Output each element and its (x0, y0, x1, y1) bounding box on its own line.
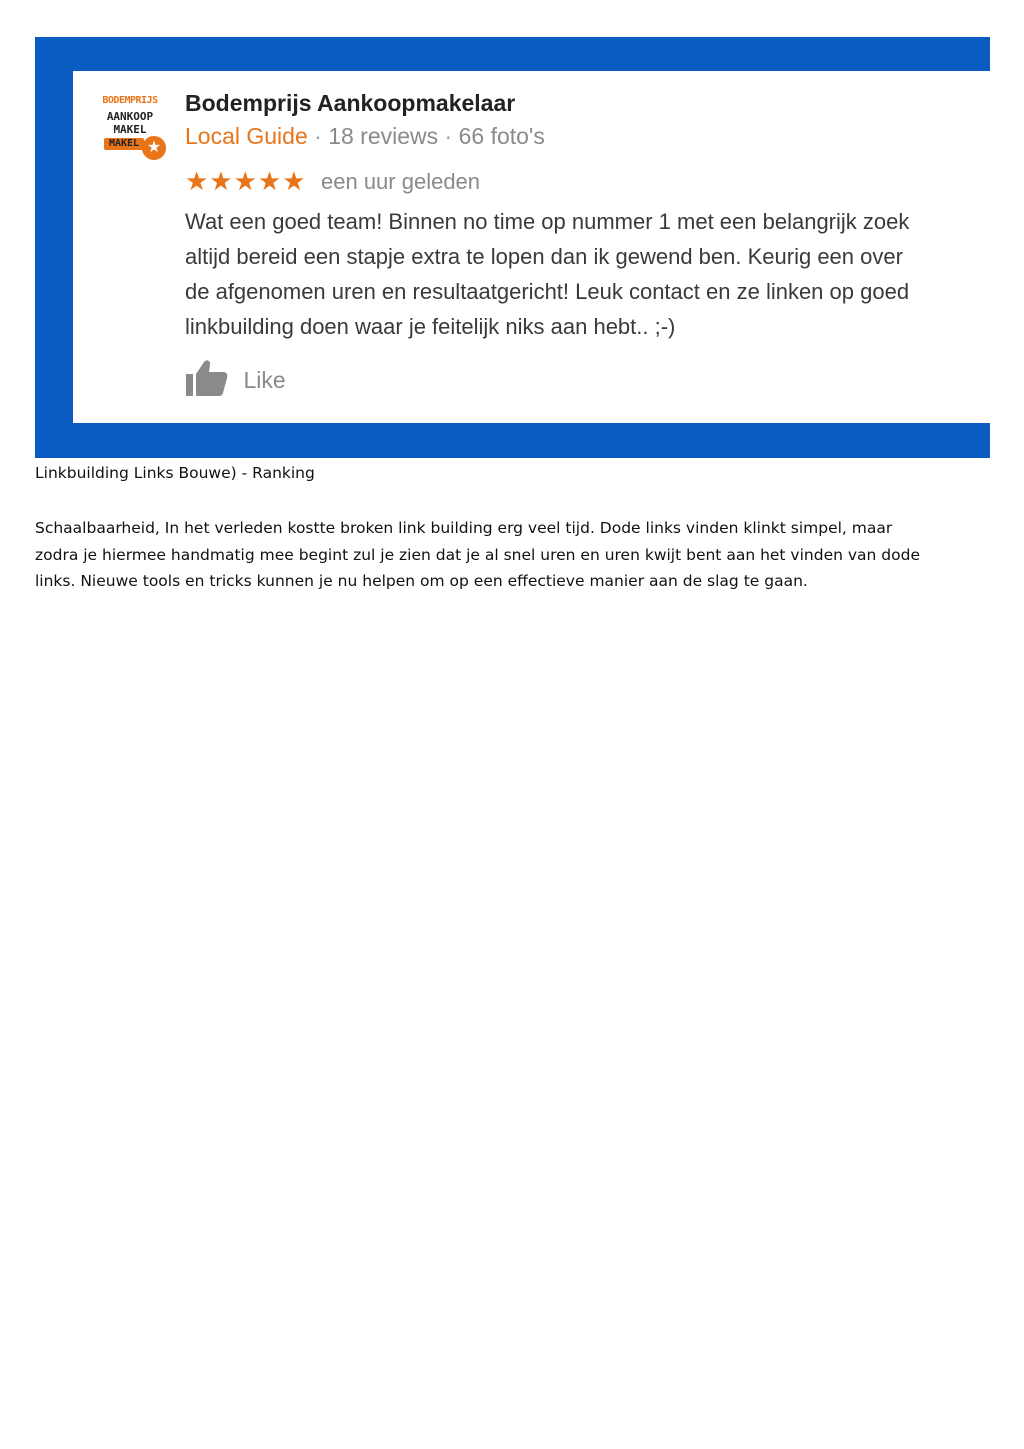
paragraph-line: zodra je hiermee handmatig mee begint zul je zien dat je al snel uren en uren kwijt bent aan het vinden van dode (35, 545, 920, 564)
meta-separator: · (314, 123, 322, 149)
avatar-text-line: AANKOOP (106, 111, 154, 122)
local-guide-label: Local Guide (185, 123, 308, 149)
reviewer-meta (185, 123, 545, 150)
thumbs-up-icon (185, 358, 229, 403)
avatar-text-line: BODEMPRIJS (102, 96, 158, 106)
star-rating: ★★★★★ (185, 167, 307, 197)
photos-count: 66 foto's (458, 123, 545, 149)
review-text-line: Wat een goed team! Binnen no time op nummer 1 met een belangrijk zoek (185, 209, 910, 234)
review-text-line: de afgenomen uren en resultaatgericht! Leuk contact en ze linken op goed (185, 279, 910, 304)
paragraph-line: links. Nieuwe tools en tricks kunnen je nu helpen om op een effectieve manier aan de slag te gaan. (35, 572, 808, 590)
paragraph-line: Schaalbaarheid, In het verleden kostte broken link building erg veel tijd. Dode links vinden klinkt simpel, maar (35, 519, 893, 537)
review-timestamp: een uur geleden (321, 169, 481, 194)
avatar-text-line: MAKEL (104, 138, 144, 150)
body-paragraph (35, 515, 995, 595)
meta-separator: · (444, 123, 453, 149)
like-button[interactable] (185, 358, 286, 398)
reviews-count: 18 reviews (328, 123, 439, 149)
review-text (185, 204, 990, 344)
review-text-line: linkbuilding doen waar je feitelijk niks aan hebt.. ;-) (185, 314, 676, 339)
review-screenshot (35, 37, 990, 458)
local-guide-star-icon: ★ (142, 136, 166, 160)
like-label: Like (243, 367, 286, 393)
reviewer-name: Bodemprijs Aankoopmakelaar (185, 90, 516, 116)
review-text-line: altijd bereid een stapje extra te lopen dan ik gewend ben. Keurig een over (185, 244, 903, 269)
reviewer-avatar (98, 96, 170, 162)
review-card (73, 71, 990, 423)
image-caption: Linkbuilding Links Bouwe) - Ranking (35, 464, 315, 482)
avatar-text-line: MAKEL (113, 124, 147, 135)
rating-row (185, 167, 480, 197)
